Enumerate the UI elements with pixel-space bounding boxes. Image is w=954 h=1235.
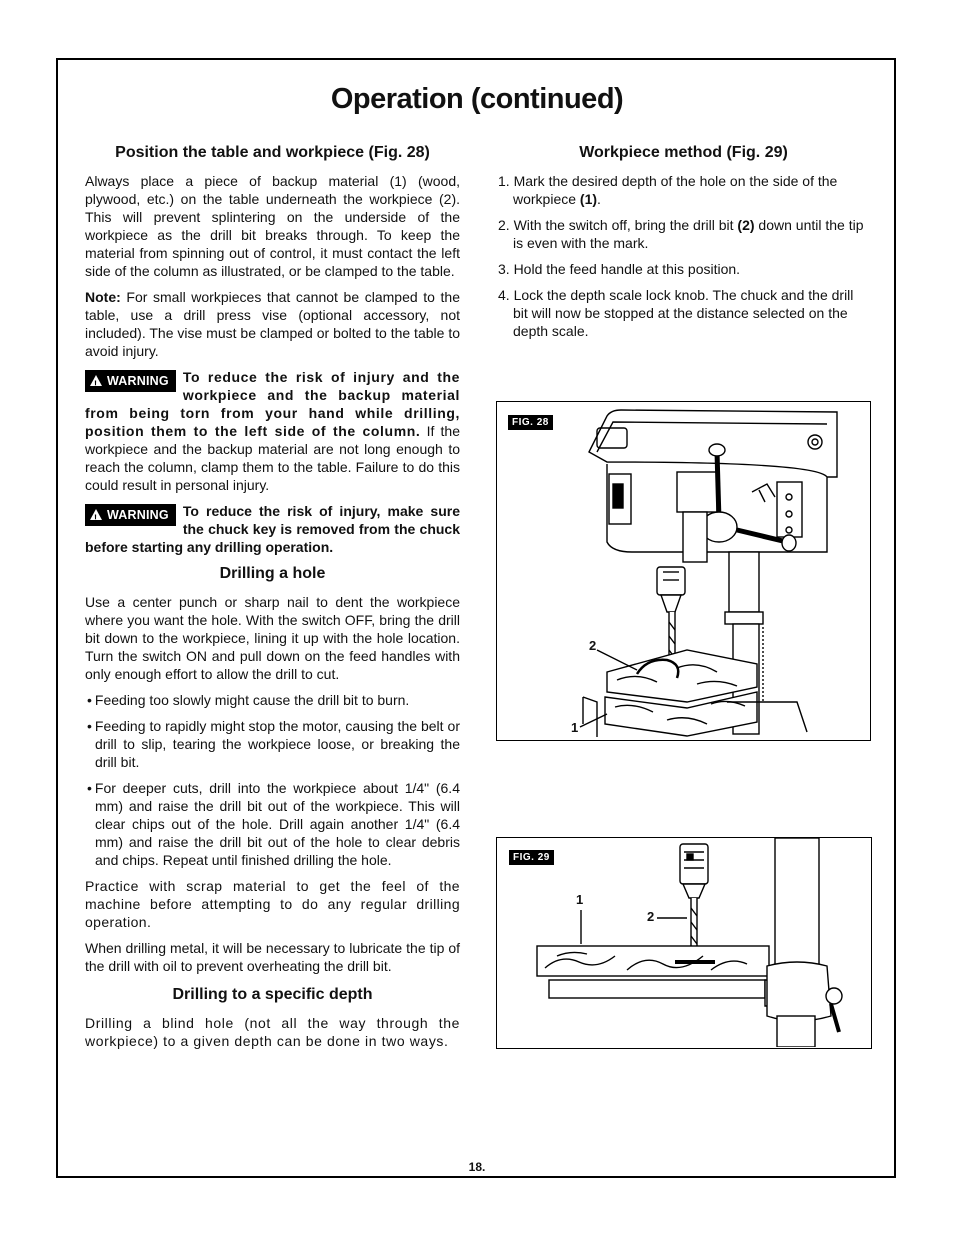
warning-badge [85, 370, 176, 392]
figure-28 [496, 401, 871, 741]
paragraph-practice: Practice with scrap material to get the feel of the machine before attempting to do any regular drilling operation. [85, 878, 460, 930]
list-item: 4. Lock the depth scale lock knob. The chuck and the drill bit will now be stopped at the distance selected on the depth scale. [498, 287, 854, 339]
right-column [496, 143, 871, 348]
paragraph-backup-material: Always place a piece of backup material (1) (wood, plywood, etc.) on the table underneath the workpiece (2). This will prevent splintering on the underside of the workpiece as the drill bit breaks through. To keep the material from spinning out of control, it must contact the left side of the column as illustrated, or be clamped to the table. [85, 173, 460, 279]
warning-label: WARNING [107, 374, 169, 388]
list-item: 3. Hold the feed handle at this position. [498, 261, 741, 277]
figure-29 [496, 837, 872, 1049]
callout-1: 1 [576, 892, 584, 907]
warning-bold-text: To reduce the risk of injury, make sure the chuck key is removed from the chuck before starting any drilling operation. [85, 503, 460, 555]
section-heading-specific-depth: Drilling to a specific depth [172, 986, 373, 1003]
warning-badge [85, 504, 176, 526]
drill-press-illustration [497, 402, 869, 739]
list-item: • Feeding too slowly might cause the drill bit to burn. [85, 691, 460, 709]
section-heading-position-table: Position the table and workpiece (Fig. 28) [115, 144, 430, 161]
section-heading-workpiece-method: Workpiece method (Fig. 29) [579, 144, 788, 161]
callout-1: 1 [571, 720, 579, 735]
paragraph-lubricate: When drilling metal, it will be necessary to lubricate the tip of the drill with oil to prevent overheating the drill bit. [85, 940, 460, 974]
warning-text: If the workpiece and the backup material are not long enough to reach the column, clamp them to the table. Failure to do this could result in personal injury. [85, 423, 460, 493]
page-title: Operation (continued) [330, 83, 624, 115]
warning-block-chuck-key [85, 502, 460, 556]
section-heading-drilling-hole: Drilling a hole [219, 565, 326, 582]
bullet-list [85, 691, 460, 869]
note-text: For small workpieces that cannot be clamped to the table, use a drill press vise (optional accessory, not included). The vise must be clamped or bolted to the table to avoid injury. [85, 289, 460, 359]
paragraph-drilling-hole: Use a center punch or sharp nail to dent the workpiece where you want the hole. With the switch OFF, bring the drill bit down to the workpiece, lining it up with the hole location. Turn the switch ON and pull down on the feed handles with only enough effort to allow the drill to cut. [85, 594, 460, 682]
warning-bold-text: To reduce the risk of injury and the workpiece and the backup material from being torn from your hand while drilling, position them to the left side of the column. [85, 369, 460, 439]
note-paragraph [85, 288, 460, 360]
list-item: • For deeper cuts, drill into the workpiece about 1/4" (6.4 mm) and raise the drill bit out of the workpiece. This will clear chips out of the hole. Drill again another 1/4" (6.4 mm) and raise the drill bit out of the hole to clear debris and chips. Repeat until finished drilling the hole. [85, 779, 460, 869]
callout-2: 2 [647, 909, 655, 924]
warning-triangle-icon [90, 375, 102, 386]
warning-label: WARNING [107, 508, 169, 522]
note-label: Note: [85, 289, 121, 305]
workpiece-method-illustration [497, 838, 870, 1047]
warning-triangle-icon [90, 509, 102, 520]
list-item: 2. With the switch off, bring the drill bit (2) down until the tip is even with the mark. [498, 217, 864, 251]
warning-block-position [85, 368, 460, 494]
figure-28-tag: FIG. 28 [508, 415, 553, 430]
list-item: 1. Mark the desired depth of the hole on the side of the workpiece (1). [498, 173, 838, 207]
page-number: 18. [468, 1160, 486, 1174]
left-column [85, 143, 460, 1058]
figure-29-tag: FIG. 29 [509, 850, 554, 865]
steps-list [496, 172, 871, 340]
callout-2: 2 [589, 638, 597, 653]
paragraph-blind-hole: Drilling a blind hole (not all the way through the workpiece) to a given depth can be done in two ways. [85, 1015, 460, 1049]
list-item: • Feeding to rapidly might stop the motor, causing the belt or drill to slip, tearing the workpiece loose, or breaking the drill bit. [85, 717, 460, 771]
